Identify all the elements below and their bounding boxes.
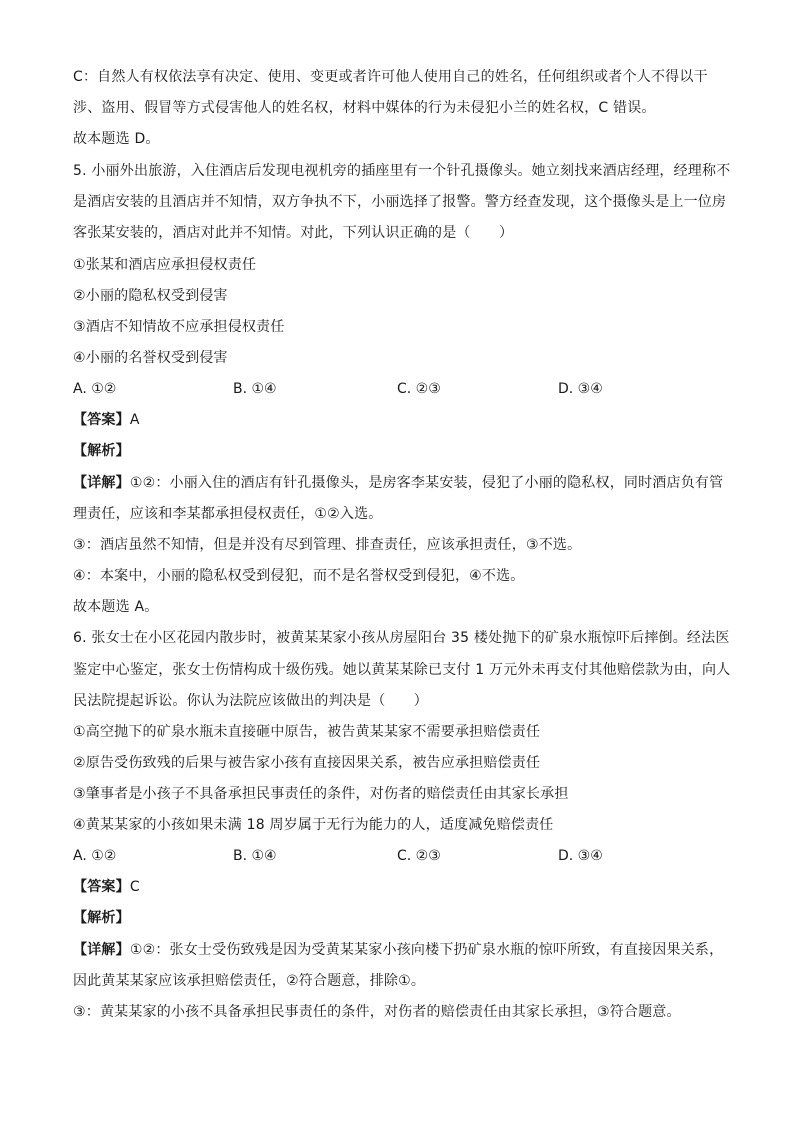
question-5-options bbox=[73, 379, 733, 399]
paragraph-line: C：自然人有权依法享有决定、使用、变更或者许可他人使用自己的姓名，任何组织或者个人不得以干 bbox=[73, 69, 708, 85]
paragraph-line: 涉、盗用、假冒等方式侵害他人的姓名权，材料中媒体的行为未侵犯小兰的姓名权，C 错误。 bbox=[73, 100, 656, 116]
answer-line bbox=[73, 410, 733, 430]
option-b: B. ①④ bbox=[233, 381, 277, 397]
option-a: A. ①② bbox=[73, 381, 117, 397]
paragraph-line: 故本题选 D。 bbox=[73, 131, 160, 147]
question-6-statement: ②原告受伤致残的后果与被告家小孩有直接因果关系，被告应承担赔偿责任 bbox=[73, 755, 541, 771]
answer-value: A bbox=[129, 412, 140, 428]
question-5-stem: 是酒店安装的且酒店并不知情，双方争执不下，小丽选择了报警。警方经查发现，这个摄像头是上一位房 bbox=[73, 194, 727, 210]
analysis-tag: 【解析】 bbox=[73, 910, 130, 926]
question-5-statement: ③酒店不知情故不应承担侵权责任 bbox=[73, 319, 285, 335]
option-b: B. ①④ bbox=[233, 848, 277, 864]
question-6-statement: ④黄某某家的小孩如果未满 18 周岁属于无行为能力的人，适度减免赔偿责任 bbox=[73, 817, 554, 833]
question-6-statement: ①高空抛下的矿泉水瓶未直接砸中原告，被告黄某某家不需要承担赔偿责任 bbox=[73, 724, 541, 740]
option-c: C. ②③ bbox=[397, 848, 441, 864]
question-6-options bbox=[73, 846, 733, 866]
question-6-stem: 鉴定中心鉴定，张女士伤情构成十级伤残。她以黄某某除已支付 1 万元外未再支付其他赔偿款为由，向人 bbox=[73, 662, 731, 678]
answer-tag: 【答案】 bbox=[73, 879, 130, 895]
explanation-line bbox=[73, 473, 733, 493]
answer-tag: 【答案】 bbox=[73, 412, 130, 428]
explanation-tag: 【详解】 bbox=[73, 942, 130, 958]
question-6-stem: 6. 张女士在小区花园内散步时，被黄某某家小孩从房屋阳台 35 楼处抛下的矿泉水瓶惊吓后摔倒。经法医 bbox=[73, 630, 730, 646]
question-6-statement: ③肇事者是小孩子不具备承担民事责任的条件，对伤者的赔偿责任由其家长承担 bbox=[73, 786, 569, 802]
option-a: A. ①② bbox=[73, 848, 117, 864]
explanation-line bbox=[73, 940, 733, 960]
conclusion-line: 故本题选 A。 bbox=[73, 599, 159, 615]
option-c: C. ②③ bbox=[397, 381, 441, 397]
answer-value: C bbox=[129, 879, 140, 895]
explanation-line: 理责任，应该和李某都承担侵权责任，①②入选。 bbox=[73, 506, 383, 522]
explanation-line: ④：本案中，小丽的隐私权受到侵犯，而不是名誉权受到侵犯，④不选。 bbox=[73, 568, 525, 584]
explanation-line: 因此黄某某家应该承担赔偿责任，②符合题意，排除①。 bbox=[73, 973, 426, 989]
question-5-statement: ①张某和酒店应承担侵权责任 bbox=[73, 257, 257, 273]
explanation-tag: 【详解】 bbox=[73, 475, 130, 491]
question-5-stem: 5. 小丽外出旅游，入住酒店后发现电视机旁的插座里有一个针孔摄像头。她立刻找来酒店经理，经理称不 bbox=[73, 163, 731, 179]
question-5-statement: ②小丽的隐私权受到侵害 bbox=[73, 288, 228, 304]
option-d: D. ③④ bbox=[558, 848, 603, 864]
explanation-text: ①②：小丽入住的酒店有针孔摄像头，是房客李某安装，侵犯了小丽的隐私权，同时酒店负有管 bbox=[129, 475, 724, 491]
question-6-stem: 民法院提起诉讼。你认为法院应该做出的判决是（ ） bbox=[73, 693, 428, 709]
explanation-line: ③：黄某某家的小孩不具备承担民事责任的条件，对伤者的赔偿责任由其家长承担，③符合题意。 bbox=[73, 1004, 681, 1020]
analysis-tag: 【解析】 bbox=[73, 443, 130, 459]
question-5-statement: ④小丽的名誉权受到侵害 bbox=[73, 350, 228, 366]
explanation-text: ①②：张女士受伤致残是因为受黄某某家小孩向楼下扔矿泉水瓶的惊吓所致，有直接因果关系， bbox=[129, 942, 724, 958]
question-5-stem: 客张某安装的，酒店对此并不知情。对此，下列认识正确的是（ ） bbox=[73, 225, 514, 241]
option-d: D. ③④ bbox=[558, 381, 603, 397]
answer-line bbox=[73, 877, 733, 897]
explanation-line: ③：酒店虽然不知情，但是并没有尽到管理、排查责任，应该承担责任，③不选。 bbox=[73, 537, 582, 553]
